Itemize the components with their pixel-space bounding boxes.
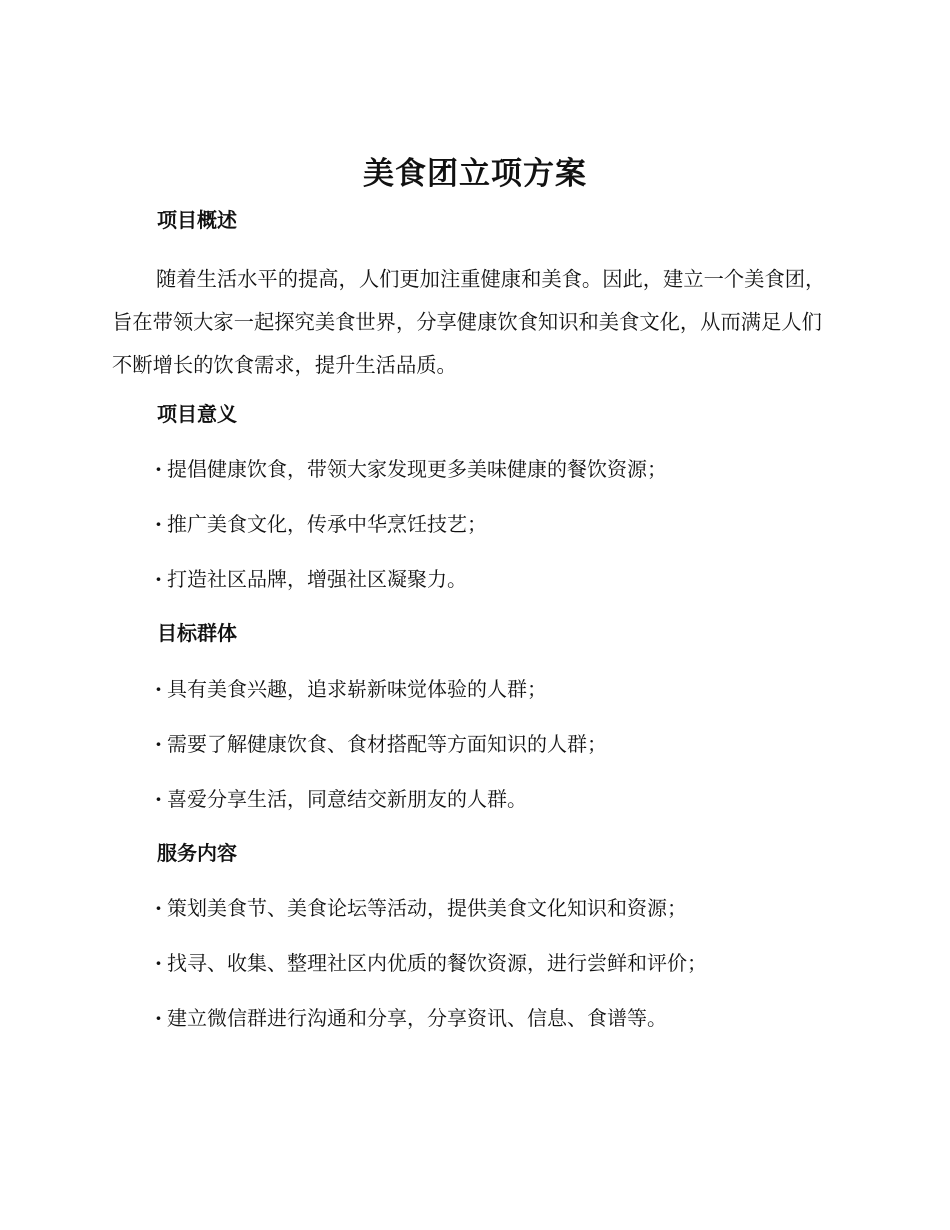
list-item-text: 打造社区品牌，增强社区凝聚力。 <box>167 567 467 591</box>
page-title: 美食团立项方案 <box>363 156 587 192</box>
list-item-text: 提倡健康饮食，带领大家发现更多美味健康的餐饮资源； <box>167 457 667 481</box>
overview-paragraph: 随着生活水平的提高，人们更加注重健康和美食。因此，建立一个美食团，旨在带领大家一起探究美食世界，分享健康饮食知识和美食文化，从而满足人们不断增长的饮食需求，提升生活品质。 <box>112 267 826 377</box>
list-item <box>155 454 667 484</box>
bullet-marker: · <box>155 732 162 756</box>
section-heading-overview: 项目概述 <box>157 208 237 232</box>
list-item <box>155 784 527 814</box>
bullet-marker: · <box>155 1006 162 1030</box>
bullet-marker: · <box>155 512 162 536</box>
section-heading-target-audience: 目标群体 <box>157 621 237 645</box>
list-item-text: 策划美食节、美食论坛等活动，提供美食文化知识和资源； <box>167 896 687 920</box>
list-item <box>155 729 607 759</box>
bullet-marker: · <box>155 896 162 920</box>
bullet-marker: · <box>155 457 162 481</box>
section-heading-significance: 项目意义 <box>157 402 237 426</box>
list-item <box>155 1003 667 1033</box>
bullet-marker: · <box>155 951 162 975</box>
list-item <box>155 948 707 978</box>
list-item-text: 具有美食兴趣，追求崭新味觉体验的人群； <box>167 677 547 701</box>
list-item <box>155 564 467 594</box>
bullet-marker: · <box>155 677 162 701</box>
bullet-marker: · <box>155 787 162 811</box>
list-item-text: 推广美食文化，传承中华烹饪技艺； <box>167 512 487 536</box>
bullet-marker: · <box>155 567 162 591</box>
list-item <box>155 509 487 539</box>
list-item <box>155 674 547 704</box>
list-item <box>155 893 687 923</box>
list-item-text: 建立微信群进行沟通和分享，分享资讯、信息、食谱等。 <box>167 1006 667 1030</box>
list-item-text: 需要了解健康饮食、食材搭配等方面知识的人群； <box>167 732 607 756</box>
list-item-text: 喜爱分享生活，同意结交新朋友的人群。 <box>167 787 527 811</box>
section-heading-services: 服务内容 <box>157 841 237 865</box>
list-item-text: 找寻、收集、整理社区内优质的餐饮资源，进行尝鲜和评价； <box>167 951 707 975</box>
